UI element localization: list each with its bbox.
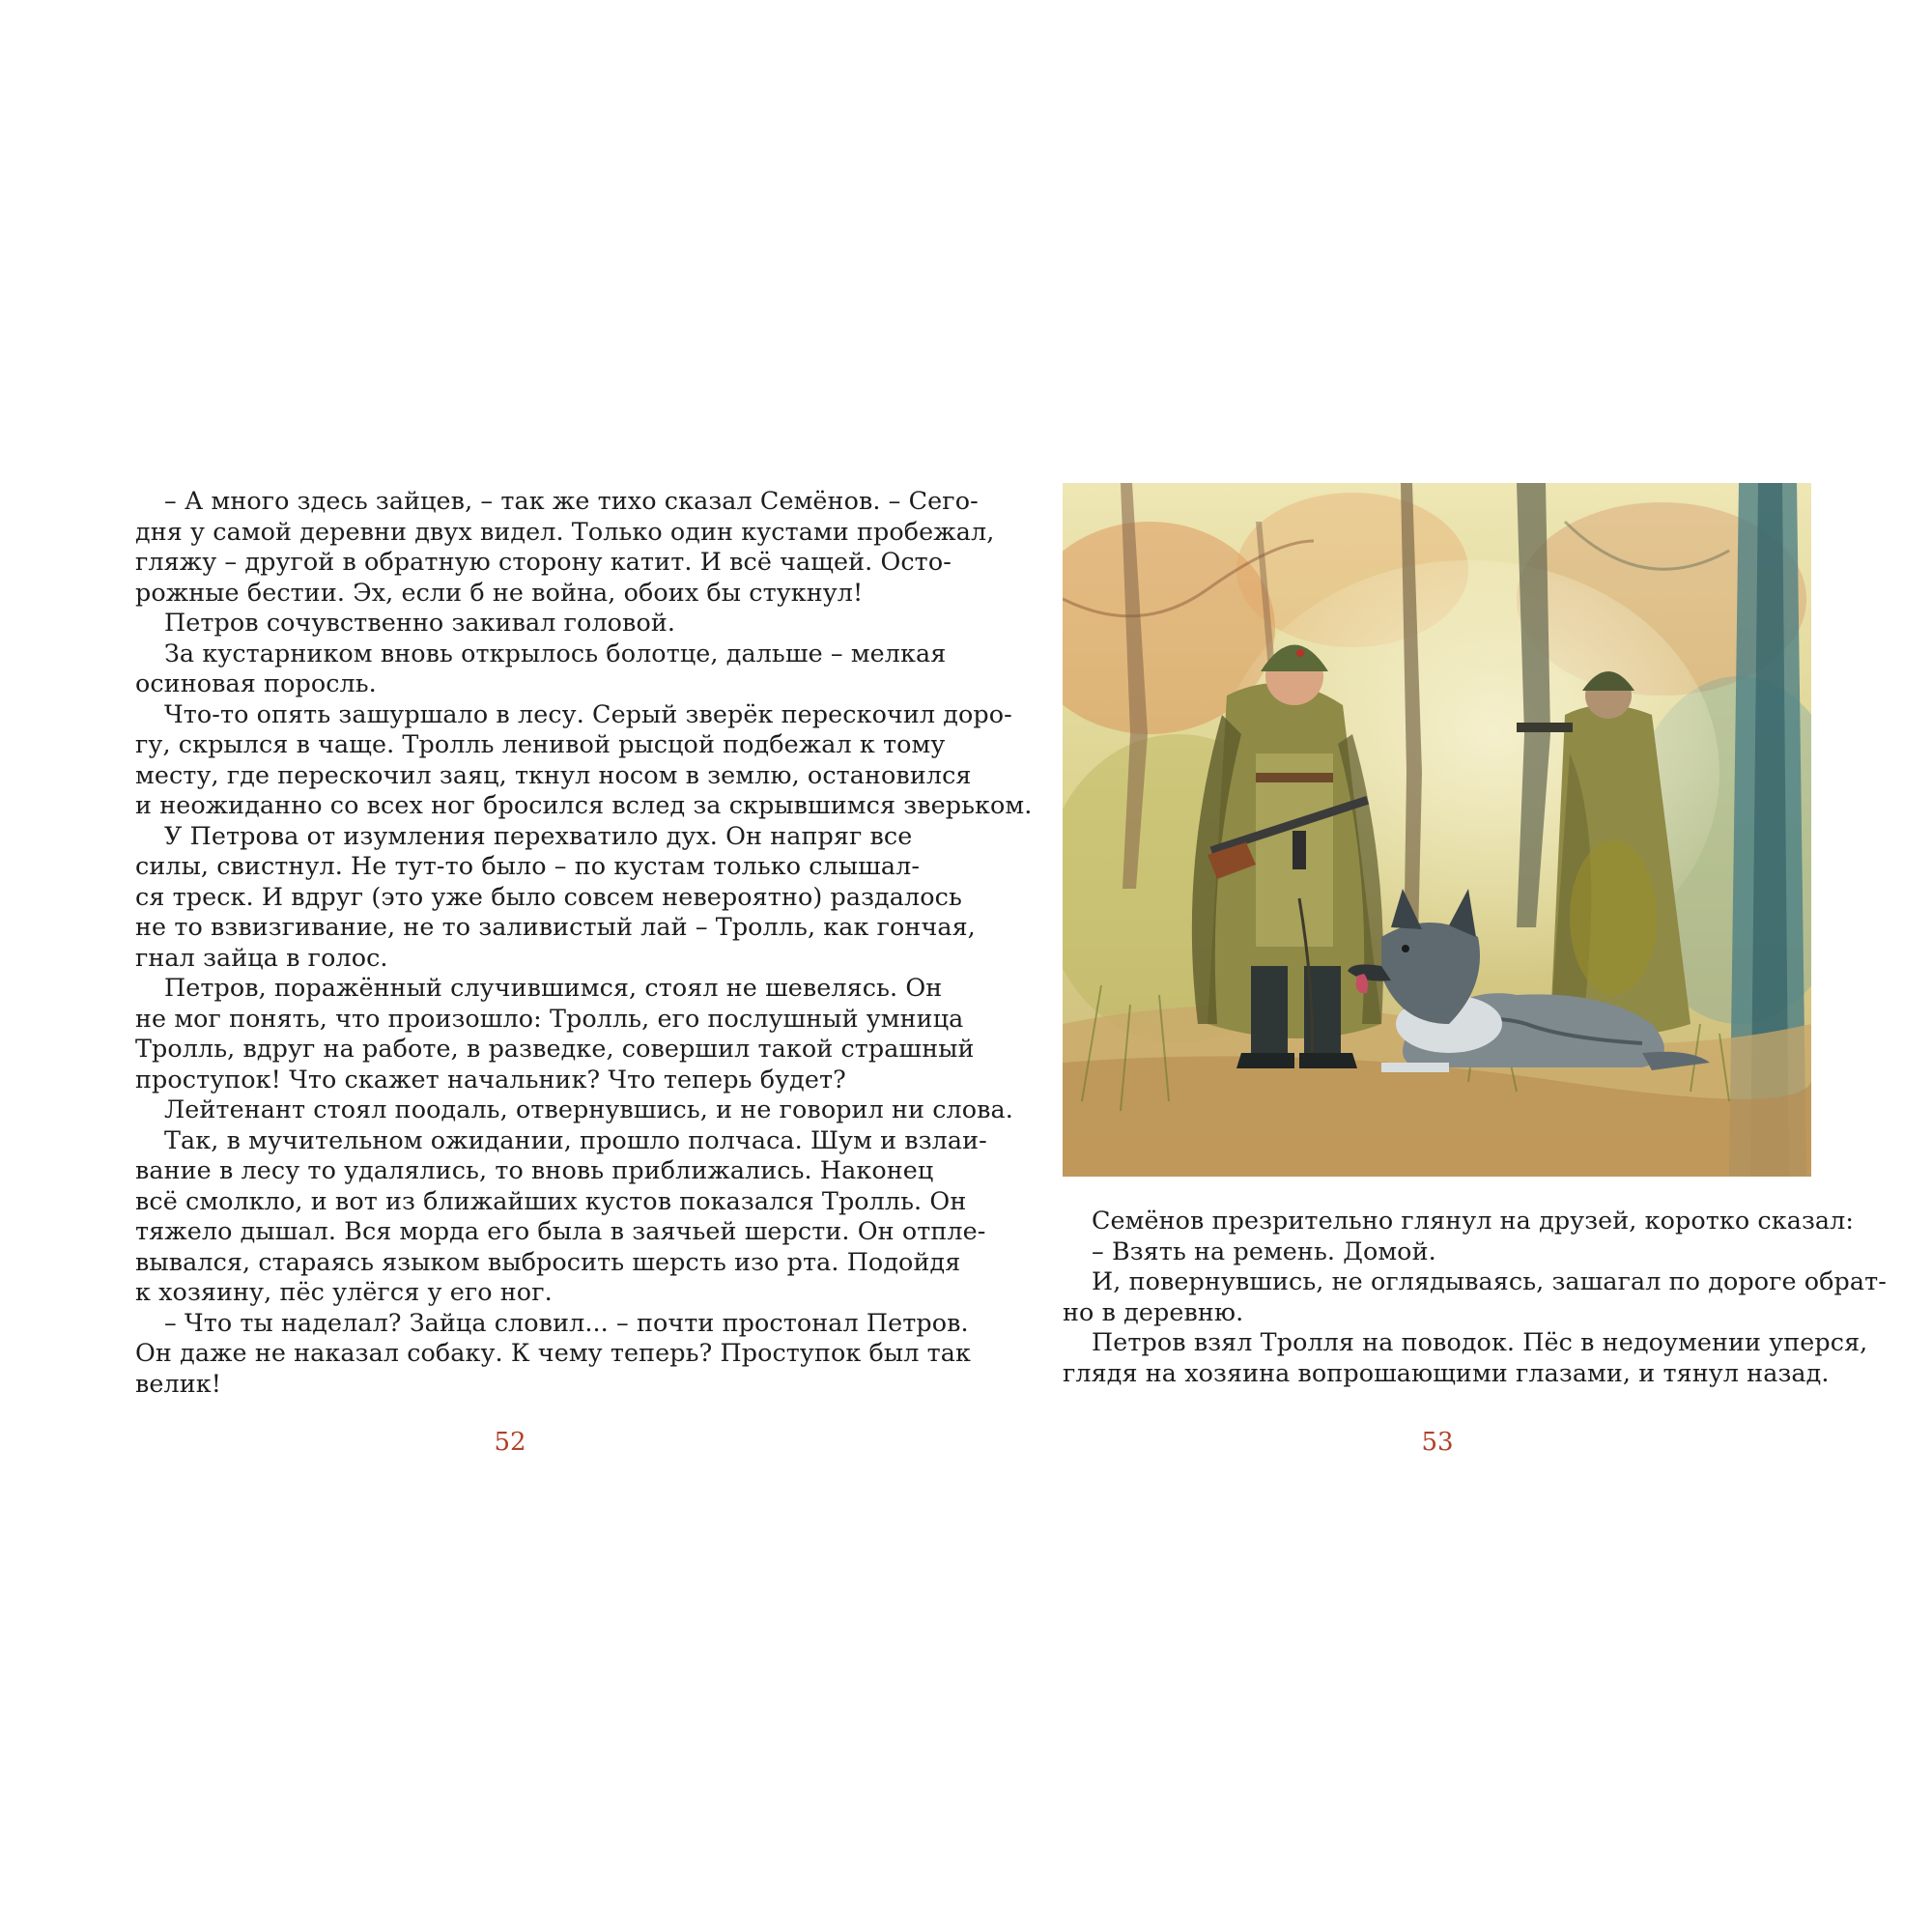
text-line: гнал зайца в голос.	[135, 942, 388, 972]
text-line: Так, в мучительном ожидании, прошло полчаса. Шум и взлаи-	[164, 1124, 987, 1154]
text-line: Что-то опять зашуршало в лесу. Серый зверёк перескочил доро-	[164, 698, 1012, 728]
text-line: За кустарником вновь открылось болотце, дальше – мелкая	[164, 638, 947, 668]
text-line: – Что ты наделал? Зайца словил... – почти простонал Петров.	[164, 1307, 969, 1337]
text-line: Он даже не наказал собаку. К чему теперь? Проступок был так	[135, 1338, 971, 1367]
text-line: рожные бестии. Эх, если б не война, обоих бы стукнул!	[135, 577, 864, 607]
text-line: – А много здесь зайцев, – так же тихо сказал Семёнов. – Сего-	[164, 486, 979, 515]
text-line: не мог понять, что произошло: Тролль, его послушный умница	[135, 1003, 964, 1033]
page-number: 53	[1421, 1428, 1454, 1457]
text-line: Петров взял Тролля на поводок. Пёс в недоумении уперся,	[1092, 1327, 1868, 1356]
text-line: Петров, поражённый случившимся, стоял не шевелясь. Он	[164, 973, 943, 1002]
text-line: глядя на хозяина вопрошающими глазами, и тянул назад.	[1063, 1357, 1830, 1387]
text-line: Петров сочувственно закивал головой.	[164, 608, 676, 637]
text-line: вание в лесу то удалялись, то вновь приближались. Наконец	[135, 1155, 934, 1184]
text-line: Лейтенант стоял поодаль, отвернувшись, и не говорил ни слова.	[164, 1094, 1013, 1123]
right-page	[966, 0, 1932, 1932]
text-line: И, повернувшись, не оглядываясь, зашагал по дороге обрат-	[1092, 1266, 1887, 1295]
text-line: вывался, стараясь языком выбросить шерсть изо рта. Подойдя	[135, 1246, 961, 1276]
text-line: силы, свистнул. Не тут-то было – по кустам только слышал-	[135, 851, 921, 880]
text-line: проступок! Что скажет начальник? Что теперь будет?	[135, 1064, 846, 1094]
text-line: гляжу – другой в обратную сторону катит. И всё чащей. Осто-	[135, 547, 952, 576]
text-line: ся треск. И вдруг (это уже было совсем невероятно) раздалось	[135, 881, 962, 911]
page-number: 52	[494, 1428, 526, 1457]
text-line: к хозяину, пёс улёгся у его ног.	[135, 1277, 553, 1306]
text-line: всё смолкло, и вот из ближайших кустов показался Тролль. Он	[135, 1185, 967, 1215]
text-line: осиновая поросль.	[135, 668, 377, 697]
text-line: месту, где перескочил заяц, ткнул носом в землю, остановился	[135, 759, 972, 789]
right-page-text	[1063, 1206, 1887, 1388]
text-line: и неожиданно со всех ног бросился вслед за скрывшимся зверьком.	[135, 790, 1033, 819]
text-line: велик!	[135, 1368, 222, 1398]
left-page-text	[135, 486, 1033, 1399]
watercolor-illustration-icon	[1063, 483, 1811, 1177]
text-line: Семёнов презрительно глянул на друзей, коротко сказал:	[1092, 1206, 1855, 1235]
text-line: тяжело дышал. Вся морда его была в заячьей шерсти. Он отпле-	[135, 1216, 986, 1245]
text-line: – Взять на ремень. Домой.	[1092, 1236, 1436, 1265]
text-line: но в деревню.	[1063, 1296, 1244, 1326]
text-line: дня у самой деревни двух видел. Только один кустами пробежал,	[135, 516, 995, 546]
text-line: У Петрова от изумления перехватило дух. Он напряг все	[164, 820, 913, 850]
text-line: гу, скрылся в чаще. Тролль ленивой рысцой подбежал к тому	[135, 729, 946, 758]
text-line: Тролль, вдруг на работе, в разведке, совершил такой страшный	[135, 1034, 975, 1063]
text-line: не то взвизгивание, не то заливистый лай – Тролль, как гончая,	[135, 912, 976, 941]
